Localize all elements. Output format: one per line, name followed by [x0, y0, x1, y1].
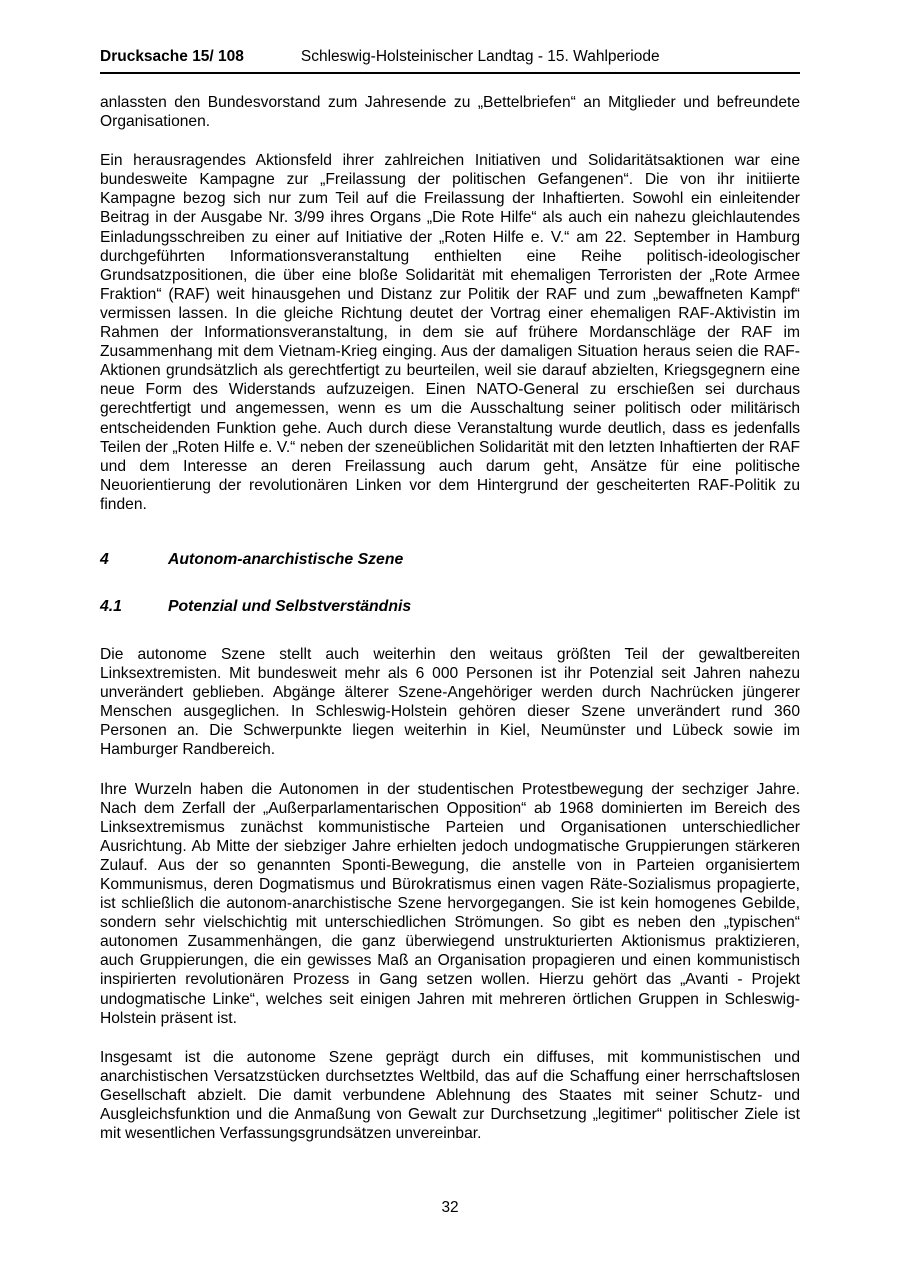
- paragraph-3: Die autonome Szene stellt auch weiterhin den weitaus größten Teil der gewaltbereiten Linksextremisten. Mit bundesweit mehr als 6 000 Personen ist ihr Potenzial seit Jahren nahezu unverändert geblieben. Abgänge älterer Szene-Angehöriger werden durch Nachrücken jüngerer Menschen ausgeglichen. In Schleswig-Holstein gehören dieser Szene unverändert rund 360 Personen an. Die Schwerpunkte liegen weiterhin in Kiel, Neumünster und Lübeck sowie im Hamburger Randbereich.: [100, 645, 800, 759]
- header-divider: [100, 72, 800, 74]
- paragraph-5: Insgesamt ist die autonome Szene geprägt durch ein diffuses, mit kommunistischen und anarchistischen Versatzstücken durchsetztes Weltbild, das auf die Schaffung einer herrschaftslosen Gesellschaft abzielt. Die damit verbundene Ablehnung des Staates mit seiner Schutz- und Ausgleichsfunktion und die Anmaßung von Gewalt zur Durchsetzung „legitimer“ politischer Ziele ist mit wesentlichen Verfassungsgrundsätzen unvereinbar.: [100, 1048, 800, 1143]
- heading-section-4: [100, 551, 800, 569]
- heading-section-4-1: [100, 598, 800, 616]
- paragraph-1: anlassten den Bundesvorstand zum Jahresende zu „Bettelbriefen“ an Mitglieder und befreundete Organisationen.: [100, 94, 800, 131]
- paragraph-2: Ein herausragendes Aktionsfeld ihrer zahlreichen Initiativen und Solidaritätsaktionen war eine bundesweite Kampagne zur „Freilassung der politischen Gefangenen“. Die von ihr initiierte Kampagne bezog sich nur zum Teil auf die Freilassung der Inhaftierten. Sowohl ein einleitender Beitrag in der Ausgabe Nr. 3/99 ihres Organs „Die Rote Hilfe“ als auch ein nahezu gleichlautendes Einladungsschreiben zu einer auf Initiative der „Roten Hilfe e. V.“ am 22. September in Hamburg durchgeführten Informationsveranstaltung enthielten eine Reihe politisch-ideologischer Grundsatzpositionen, die über eine bloße Solidarität mit ehemaligen Terroristen der „Rote Armee Fraktion“ (RAF) weit hinausgehen und Distanz zur Politik der RAF und zum „bewaffneten Kampf“ vermissen lassen. In die gleiche Richtung deutet der Vortrag einer ehemaligen RAF-Aktivistin im Rahmen der Informationsveranstaltung, in dem sie auf frühere Mordanschläge der RAF im Zusammenhang mit dem Vietnam-Krieg einging. Aus der damaligen Situation heraus seien die RAF-Aktionen grundsätzlich als gerechtfertigt zu beurteilen, weil sie darauf abzielten, Kriegsgegnern eine neue Form des Widerstands aufzuzeigen. Einen NATO-General zu erschießen sei durchaus gerechtfertigt und angemessen, wenn es um die Ausschaltung seiner politisch oder militärisch entscheidenden Funktion gehe. Auch durch diese Veranstaltung wurde deutlich, dass es jedenfalls Teilen der „Roten Hilfe e. V.“ neben der szeneüblichen Solidarität mit den letzten Inhaftierten der RAF und dem Interesse an deren Freilassung auch darum geht, Ansätze für eine politische Neuorientierung der revolutionären Linken vor dem Hintergrund der gescheiterten RAF-Politik zu finden.: [100, 152, 800, 513]
- heading-section-4-1-title: Potenzial und Selbstverständnis: [168, 597, 412, 615]
- page-content: [100, 0, 800, 1143]
- footer-page-number: 32: [441, 1199, 459, 1216]
- heading-section-4-number: 4: [100, 550, 109, 568]
- paragraph-4: Ihre Wurzeln haben die Autonomen in der studentischen Protestbewegung der sechziger Jahre. Nach dem Zerfall der „Außerparlamentarischen Opposition“ ab 1968 dominierten im Bereich des Linksextremismus zunächst kommunistische Parteien und Organisationen unterschiedlicher Ausrichtung. Ab Mitte der siebziger Jahre erhielten jedoch undogmatische Gruppierungen stärkeren Zulauf. Aus der so genannten Sponti-Bewegung, die anstelle von in Parteien organisiertem Kommunismus, deren Dogmatismus und Bürokratismus einen vagen Räte-Sozialismus propagierte, ist schließlich die autonom-anarchistische Szene hervorgegangen. Sie ist kein homogenes Gebilde, sondern sehr vielschichtig mit unterschiedlichen Strömungen. So gibt es neben den „typischen“ autonomen Zusammenhängen, die ganz überwiegend unstrukturierten Aktionismus praktizieren, auch Gruppierungen, die ein gewisses Maß an Organisation propagieren und einen kommunistisch inspirierten revolutionären Prozess in Gang setzen wollen. Hierzu gehört das „Avanti - Projekt undogmatische Linke“, welches seit einigen Jahren mit mehreren örtlichen Gruppen in Schleswig-Holstein präsent ist.: [100, 780, 800, 1027]
- running-header: [100, 0, 800, 66]
- heading-section-4-1-number: 4.1: [100, 597, 122, 615]
- heading-section-4-title: Autonom-anarchistische Szene: [168, 550, 404, 568]
- header-parliament-label: Schleswig-Holsteinischer Landtag - 15. Wahlperiode: [300, 48, 660, 65]
- header-drucksache-label: Drucksache 15/ 108: [100, 48, 244, 65]
